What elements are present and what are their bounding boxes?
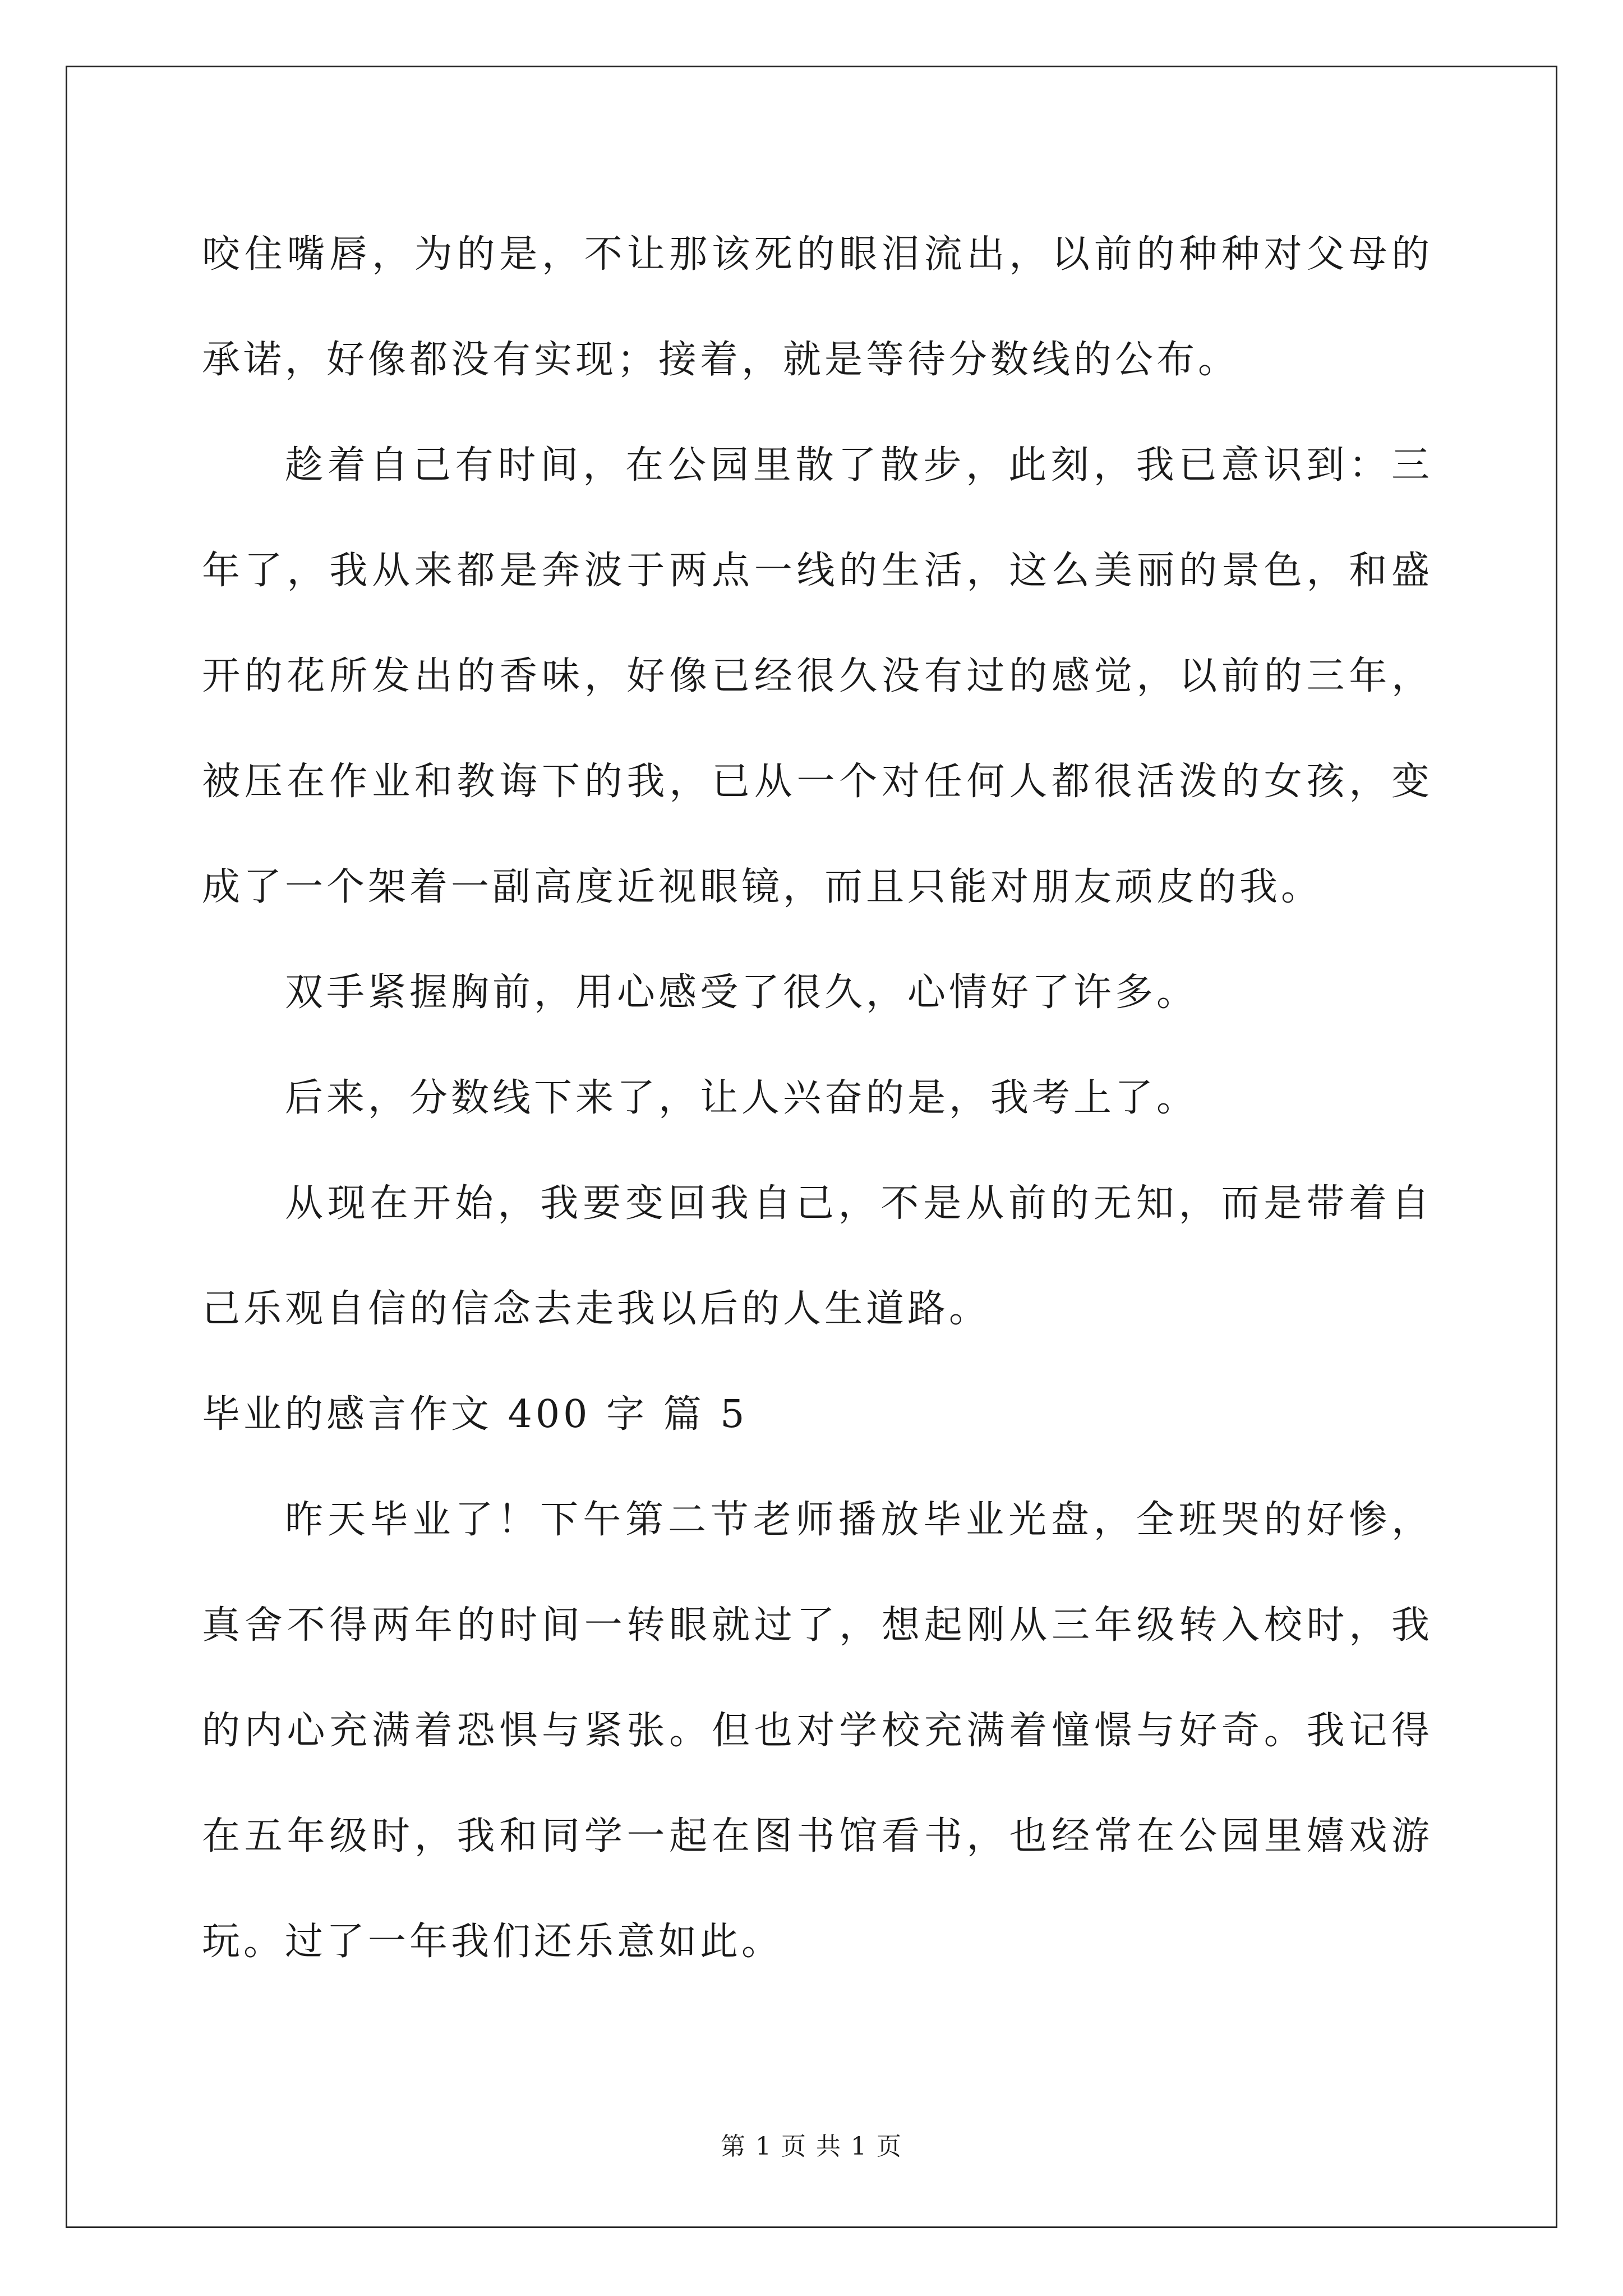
paragraph-1: 咬住嘴唇，为的是，不让那该死的眼泪流出，以前的种种对父母的承诺，好像都没有实现；接着，就是等待分数线的公布。 [202,232,1433,382]
section-heading: 毕业的感言作文 400 字 篇 5 [202,1392,748,1437]
section-paragraph-1: 昨天毕业了！下午第二节老师播放毕业光盘，全班哭的好惨，真舍不得两年的时间一转眼就过了，想起刚从三年级转入校时，我的内心充满着恐惧与紧张。但也对学校充满着憧憬与好奇。我记得在五年级时，我和同学一起在图书馆看书，也经常在公园里嬉戏游玩。过了一年我们还乐意如此。 [202,1498,1433,1964]
document-body [202,202,1433,1995]
page-number-footer: 第 1 页 共 1 页 [721,2132,902,2161]
paragraph-5: 从现在开始，我要变回我自己，不是从前的无知，而是带着自己乐观自信的信念去走我以后的人生道路。 [202,1181,1433,1331]
paragraph-3: 双手紧握胸前，用心感受了很久，心情好了许多。 [285,970,1198,1015]
paragraph-4: 后来，分数线下来了，让人兴奋的是，我考上了。 [285,1076,1198,1120]
paragraph-2: 趁着自己有时间，在公园里散了散步，此刻，我已意识到：三年了，我从来都是奔波于两点一线的生活，这么美丽的景色，和盛开的花所发出的香味，好像已经很久没有过的感觉，以前的三年，被压在作业和教诲下的我，已从一个对任何人都很活泼的女孩，变成了一个架着一副高度近视眼镜，而且只能对朋友顽皮的我。 [202,443,1433,909]
